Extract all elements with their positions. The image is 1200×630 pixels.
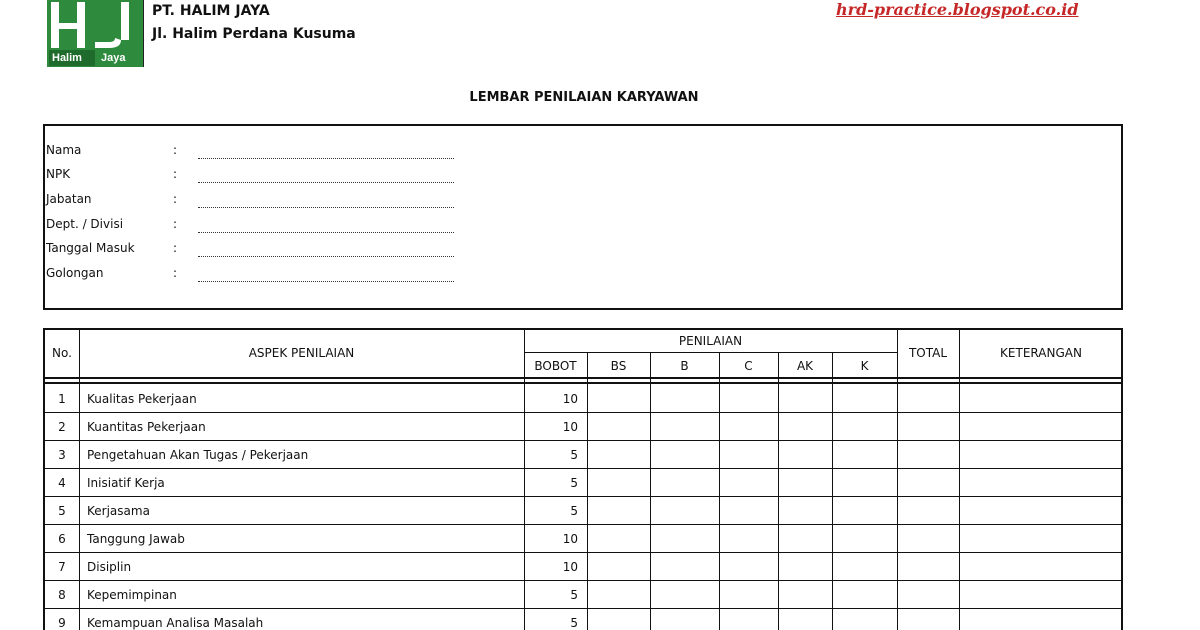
identity-fill-line[interactable] bbox=[198, 281, 454, 282]
table-grid-line bbox=[43, 328, 1123, 330]
row-bobot: 10 bbox=[562, 420, 578, 434]
row-number: 3 bbox=[58, 448, 66, 462]
table-grid-line bbox=[43, 608, 1123, 609]
identity-colon: : bbox=[173, 241, 178, 255]
company-address: Jl. Halim Perdana Kusuma bbox=[152, 26, 356, 42]
identity-row-npk bbox=[45, 167, 545, 187]
identity-row-nama bbox=[45, 143, 545, 163]
row-aspect: Pengetahuan Akan Tugas / Pekerjaan bbox=[87, 448, 309, 462]
table-grid-line bbox=[43, 496, 1123, 497]
header-total: TOTAL bbox=[908, 346, 948, 360]
identity-row-golongan bbox=[45, 266, 545, 286]
row-aspect: Inisiatif Kerja bbox=[87, 476, 165, 490]
site-link[interactable]: hrd-practice.blogspot.co.id bbox=[836, 0, 1079, 19]
identity-fill-line[interactable] bbox=[198, 182, 454, 183]
row-bobot: 10 bbox=[562, 560, 578, 574]
table-grid-line bbox=[897, 328, 898, 630]
identity-fill-line[interactable] bbox=[198, 207, 454, 208]
row-aspect: Kuantitas Pekerjaan bbox=[87, 420, 206, 434]
logo-word-halim: Halim bbox=[52, 52, 82, 64]
row-bobot: 5 bbox=[570, 504, 578, 518]
row-aspect: Kualitas Pekerjaan bbox=[87, 392, 197, 406]
row-bobot: 5 bbox=[570, 588, 578, 602]
header-keterangan: KETERANGAN bbox=[1000, 346, 1082, 360]
identity-colon: : bbox=[173, 192, 178, 206]
row-number: 5 bbox=[58, 504, 66, 518]
row-bobot: 10 bbox=[562, 392, 578, 406]
table-grid-line bbox=[959, 328, 960, 630]
form-title: LEMBAR PENILAIAN KARYAWAN bbox=[469, 90, 699, 105]
table-grid-line bbox=[524, 352, 897, 353]
identity-colon: : bbox=[173, 266, 178, 280]
identity-label: Tanggal Masuk bbox=[46, 241, 135, 255]
identity-fill-line[interactable] bbox=[198, 256, 454, 257]
identity-label: NPK bbox=[46, 167, 71, 181]
table-grid-line bbox=[43, 377, 1123, 379]
identity-label: Jabatan bbox=[46, 192, 92, 206]
row-aspect: Kepemimpinan bbox=[87, 588, 177, 602]
row-number: 1 bbox=[58, 392, 66, 406]
header-no: No. bbox=[52, 346, 72, 360]
table-grid-line bbox=[719, 352, 720, 630]
identity-row-tanggal-masuk bbox=[45, 241, 545, 261]
table-grid-line bbox=[43, 328, 45, 630]
header-aspect: ASPEK PENILAIAN bbox=[248, 346, 355, 360]
row-aspect: Kerjasama bbox=[87, 504, 150, 518]
row-bobot: 10 bbox=[562, 532, 578, 546]
row-number: 9 bbox=[58, 616, 66, 630]
table-grid-line bbox=[43, 440, 1123, 441]
row-aspect: Disiplin bbox=[87, 560, 132, 574]
identity-row-dept bbox=[45, 217, 545, 237]
row-number: 6 bbox=[58, 532, 66, 546]
table-grid-line bbox=[43, 468, 1123, 469]
header-b: B bbox=[680, 359, 689, 373]
identity-label: Nama bbox=[46, 143, 82, 157]
header-k: K bbox=[860, 359, 869, 373]
table-grid-line bbox=[43, 382, 1123, 384]
header-ak: AK bbox=[796, 359, 814, 373]
table-grid-line bbox=[79, 328, 80, 630]
table-grid-line bbox=[832, 352, 833, 630]
row-bobot: 5 bbox=[570, 616, 578, 630]
identity-label: Dept. / Divisi bbox=[46, 217, 124, 231]
row-aspect: Tanggung Jawab bbox=[87, 532, 185, 546]
identity-colon: : bbox=[173, 143, 178, 157]
header-bobot: BOBOT bbox=[534, 359, 577, 373]
row-bobot: 5 bbox=[570, 448, 578, 462]
table-grid-line bbox=[587, 352, 588, 630]
table-grid-line bbox=[524, 328, 525, 630]
identity-box bbox=[43, 124, 1123, 310]
logo-word-jaya: Jaya bbox=[101, 52, 126, 64]
identity-label: Golongan bbox=[46, 266, 104, 280]
identity-fill-line[interactable] bbox=[198, 232, 454, 233]
identity-row-jabatan bbox=[45, 192, 545, 212]
row-bobot: 5 bbox=[570, 476, 578, 490]
row-number: 8 bbox=[58, 588, 66, 602]
row-number: 7 bbox=[58, 560, 66, 574]
table-grid-line bbox=[650, 352, 651, 630]
header-bs: BS bbox=[610, 359, 627, 373]
identity-fill-line[interactable] bbox=[198, 158, 454, 159]
header-penilaian: PENILAIAN bbox=[678, 334, 743, 348]
table-grid-line bbox=[43, 524, 1123, 525]
row-number: 2 bbox=[58, 420, 66, 434]
table-grid-line bbox=[1121, 328, 1123, 630]
table-grid-line bbox=[43, 412, 1123, 413]
assessment-table bbox=[43, 328, 1123, 630]
company-logo bbox=[47, 0, 144, 67]
row-number: 4 bbox=[58, 476, 66, 490]
table-grid-line bbox=[43, 580, 1123, 581]
table-grid-line bbox=[778, 352, 779, 630]
identity-colon: : bbox=[173, 167, 178, 181]
row-aspect: Kemampuan Analisa Masalah bbox=[87, 616, 264, 630]
identity-colon: : bbox=[173, 217, 178, 231]
company-name: PT. HALIM JAYA bbox=[152, 3, 270, 19]
table-grid-line bbox=[43, 552, 1123, 553]
header-c: C bbox=[744, 359, 753, 373]
